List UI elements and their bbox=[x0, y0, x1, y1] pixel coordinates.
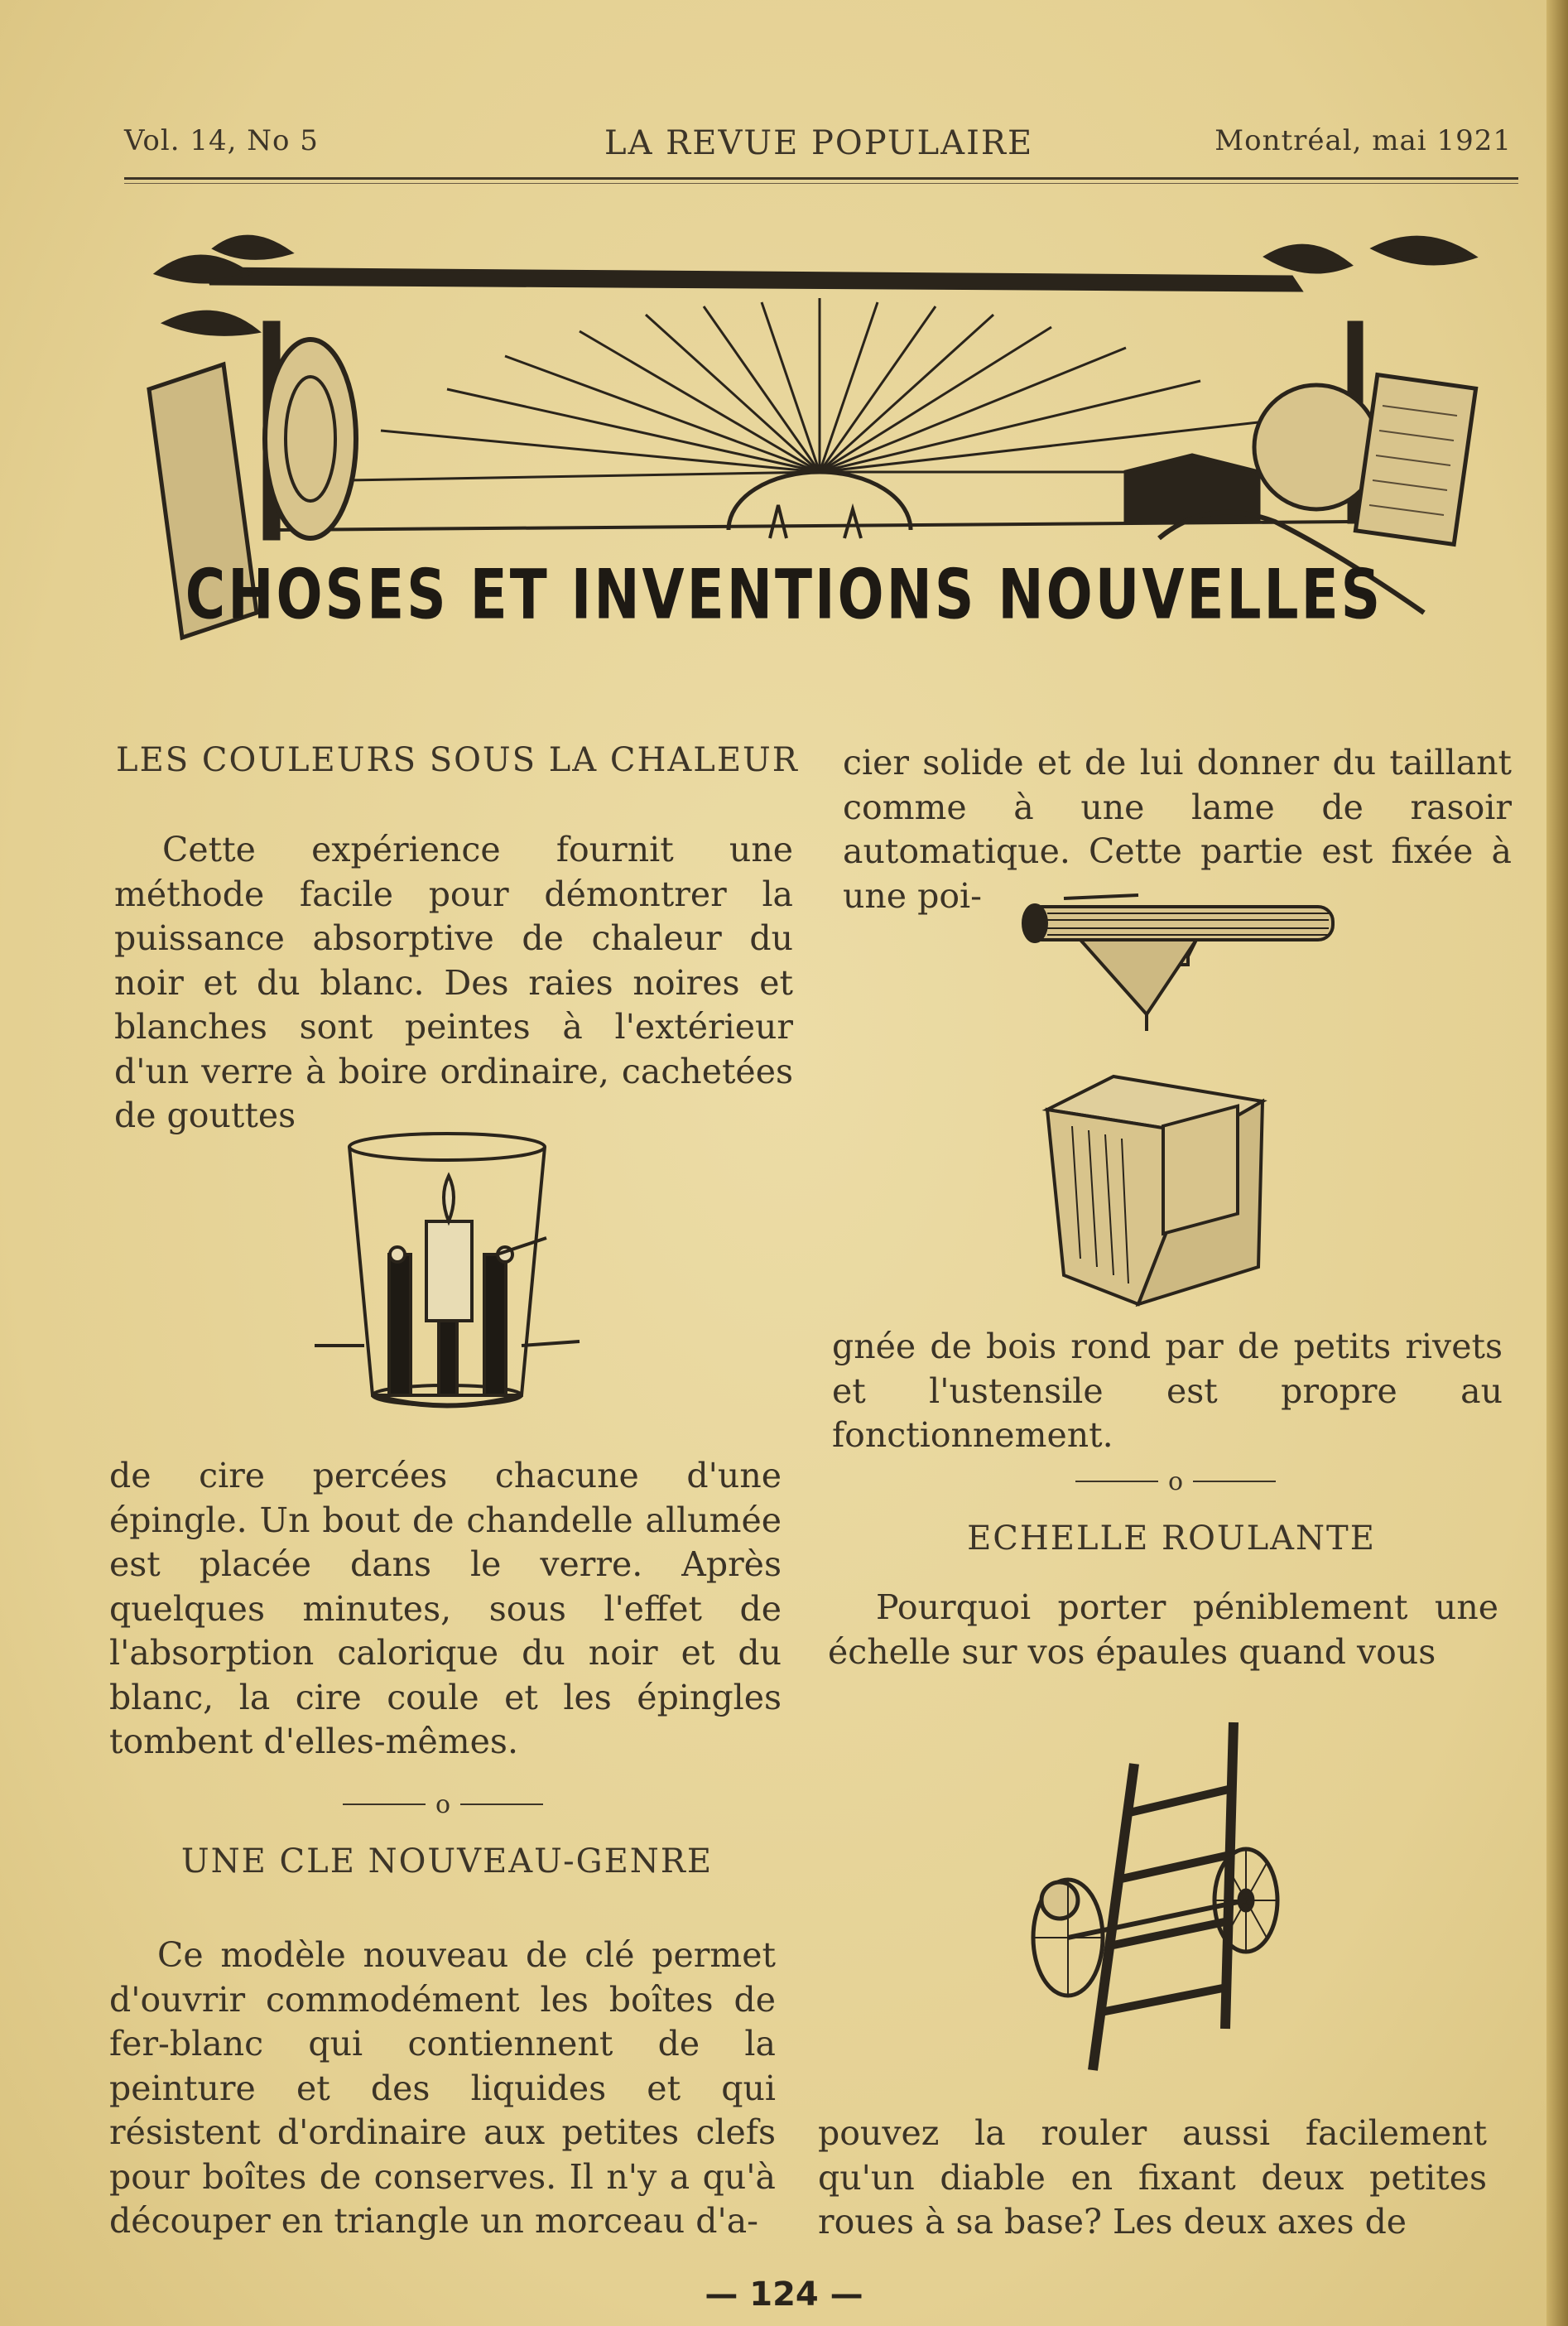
article-text-echelle-part2 bbox=[818, 2112, 1487, 2245]
article-text-couleurs-part2 bbox=[109, 1454, 782, 1765]
paragraph: gnée de bois rond par de petits rivets et l'ustensile est propre au fonctionnement. bbox=[832, 1327, 1503, 1455]
can-opener-key-illustration bbox=[1014, 890, 1345, 1031]
article-text-cle-part1 bbox=[109, 1934, 776, 2244]
page-number: — 124 — bbox=[705, 2275, 863, 2314]
paragraph: de cire percées chacune d'une épingle. Un bout de chandelle allumée est placée dans le verre. Après quelques minutes, sous l'effet de l'absorption calorique du noir et du blanc, la cire coule et les épingles tombent d'elles-mêmes. bbox=[109, 1456, 782, 1761]
article-heading-couleurs: LES COULEURS SOUS LA CHALEUR bbox=[116, 741, 799, 779]
section-title: CHOSES ET INVENTIONS NOUVELLES bbox=[185, 555, 1383, 635]
paragraph: Pourquoi porter péniblement une échelle sur vos épaules quand vous bbox=[828, 1587, 1498, 1672]
paragraph: pouvez la rouler aussi facilement qu'un diable en fixant deux petites roues à sa base? Les deux axes de bbox=[818, 2113, 1487, 2242]
rolling-ladder-illustration bbox=[1027, 1714, 1291, 2078]
issue-date: Montréal, mai 1921 bbox=[1214, 124, 1512, 157]
paragraph: cier solide et de lui donner du taillant comme à une lame de rasoir automatique. Cette partie est fixée à une poi- bbox=[843, 743, 1512, 916]
article-text-couleurs-part1 bbox=[114, 828, 793, 1139]
paragraph: Cette expérience fournit une méthode facile pour démontrer la puissance absorptive de chaleur du noir et du blanc. Des raies noires et blanches sont peintes à l'extérieur d'un verre à boire ordinaire, cachetées de gouttes bbox=[114, 830, 793, 1135]
book-spine-edge bbox=[1546, 0, 1568, 2326]
paragraph: Ce modèle nouveau de clé permet d'ouvrir commodément les boîtes de fer-blanc qui contiennent de la peinture et des liquides et qui résistent d'ordinaire aux petites clefs pour boîtes de conserves. Il n'y a qu'à découper en triangle un morceau d'a- bbox=[109, 1935, 776, 2241]
header-rule-thin bbox=[124, 183, 1518, 184]
article-heading-echelle: ECHELLE ROULANTE bbox=[967, 1519, 1376, 1558]
volume-number: Vol. 14, No 5 bbox=[124, 124, 319, 157]
header-rule bbox=[124, 177, 1518, 180]
magazine-title: LA REVUE POPULAIRE bbox=[604, 124, 1034, 162]
article-text-echelle-part1 bbox=[828, 1586, 1498, 1674]
paint-can-illustration bbox=[1039, 1068, 1271, 1317]
article-separator: o bbox=[323, 1789, 563, 1822]
striped-glass-illustration bbox=[315, 1130, 588, 1420]
article-text-cle-part3 bbox=[832, 1325, 1503, 1458]
article-heading-cle: UNE CLE NOUVEAU-GENRE bbox=[180, 1842, 714, 1881]
article-separator: o bbox=[1051, 1466, 1300, 1499]
